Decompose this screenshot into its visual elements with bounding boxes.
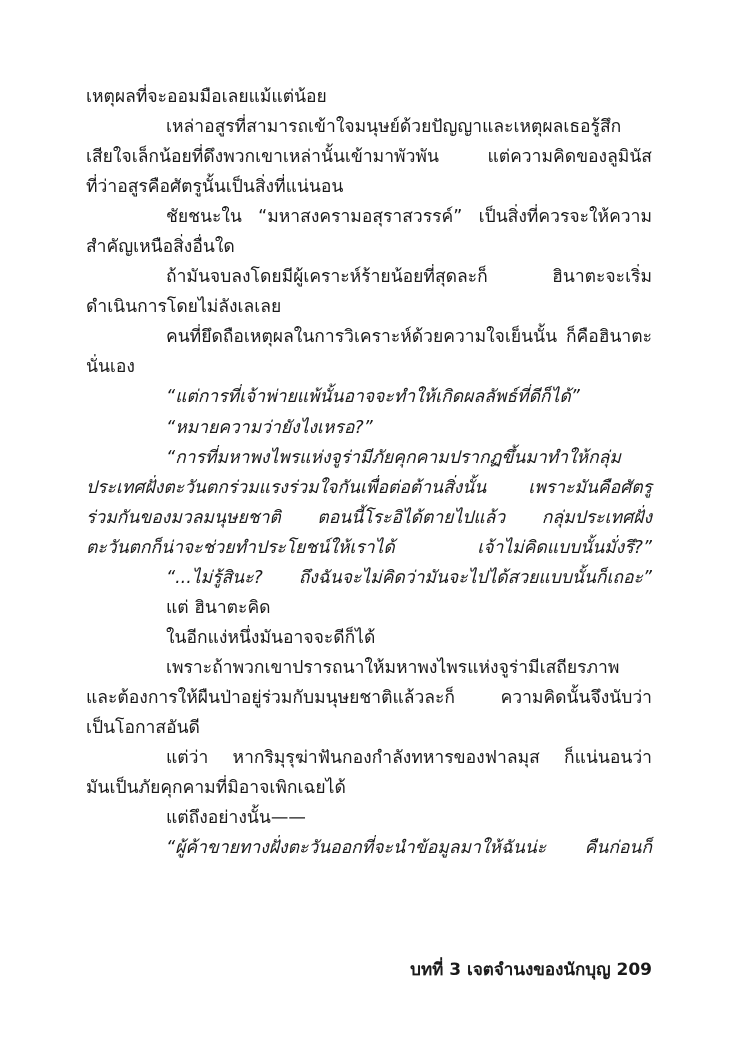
text-line: มันเป็นภัยคุกคามที่มิอาจเพิกเฉยได้	[86, 778, 346, 799]
text-line: นั่นเอง	[86, 357, 135, 378]
text-line: “การที่มหาพงไพรแห่งจูร่ามีภัยคุกคามปรากฏขึ้นมาทำให้กลุ่ม	[166, 447, 621, 468]
text-line: และต้องการให้ผืนป่าอยู่ร่วมกับมนุษยชาติแล้วละก็ ความคิดนั้นจึงนับว่า	[86, 687, 652, 708]
text-line: สำคัญเหนือสิ่งอื่นใด	[86, 237, 235, 258]
page-body	[86, 82, 652, 863]
text-line: “...ไม่รู้สินะ? ถึงฉันจะไม่คิดว่ามันจะไปได้สวยแบบนั้นก็เถอะ”	[166, 567, 652, 588]
text-line: ประเทศฝั่งตะวันตกร่วมแรงร่วมใจกันเพื่อต่อต้านสิ่งนั้น เพราะมันคือศัตรู	[86, 477, 652, 498]
text-line: เพราะถ้าพวกเขาปรารถนาให้มหาพงไพรแห่งจูร่ามีเสถียรภาพ	[166, 657, 620, 678]
text-line: ที่ว่าอสูรคือศัตรูนั้นเป็นสิ่งที่แน่นอน	[86, 177, 344, 198]
text-line: เป็นโอกาสอันดี	[86, 717, 200, 738]
text-line: ดำเนินการโดยไม่ลังเลเลย	[86, 297, 282, 318]
text-line: ร่วมกันของมวลมนุษยชาติ ตอนนี้โระอิได้ตายไปแล้ว กลุ่มประเทศฝั่ง	[86, 507, 652, 528]
text-line: ถ้ามันจบลงโดยมีผู้เคราะห์ร้ายน้อยที่สุดละก็ ฮินาตะจะเริ่ม	[166, 267, 652, 288]
text-line: เหตุผลที่จะออมมือเลยแม้แต่น้อย	[86, 87, 327, 107]
text-line: “แต่การที่เจ้าพ่ายแพ้นั้นอาจจะทำให้เกิดผลลัพธ์ที่ดีก็ได้”	[166, 387, 580, 408]
text-line: แต่ว่า หากริมุรุฆ่าฟันกองกำลังทหารของฟาลมุส ก็แน่นอนว่า	[166, 748, 652, 769]
text-line: “ผู้ค้าขายทางฝั่งตะวันออกที่จะนำข้อมูลมาให้ฉันน่ะ คืนก่อนก็	[166, 838, 652, 859]
running-footer: บทที่ 3 เจตจำนงของนักบุญ 209	[410, 960, 652, 980]
text-line: ในอีกแง่หนึ่งมันอาจจะดีก็ได้	[166, 627, 376, 648]
text-line: แต่ถึงอย่างนั้น——	[166, 808, 306, 829]
text-line: ชัยชนะใน “มหาสงครามอสุราสวรรค์” เป็นสิ่งที่ควรจะให้ความ	[166, 207, 652, 228]
text-line: แต่ ฮินาตะคิด	[166, 597, 271, 618]
text-line: เหล่าอสูรที่สามารถเข้าใจมนุษย์ด้วยปัญญาและเหตุผลเธอรู้สึก	[166, 117, 622, 138]
text-line: คนที่ยึดถือเหตุผลในการวิเคราะห์ด้วยความใจเย็นนั้น ก็คือฮินาตะ	[166, 327, 652, 348]
text-line: “หมายความว่ายังไงเหรอ?”	[166, 417, 373, 438]
text-line: ตะวันตกก็น่าจะช่วยทำประโยชน์ให้เราได้ เจ้าไม่คิดแบบนั้นมั่งรึ?”	[86, 537, 652, 558]
text-line: เสียใจเล็กน้อยที่ดึงพวกเขาเหล่านั้นเข้ามาพัวพัน แต่ความคิดของลูมินัส	[86, 147, 652, 168]
